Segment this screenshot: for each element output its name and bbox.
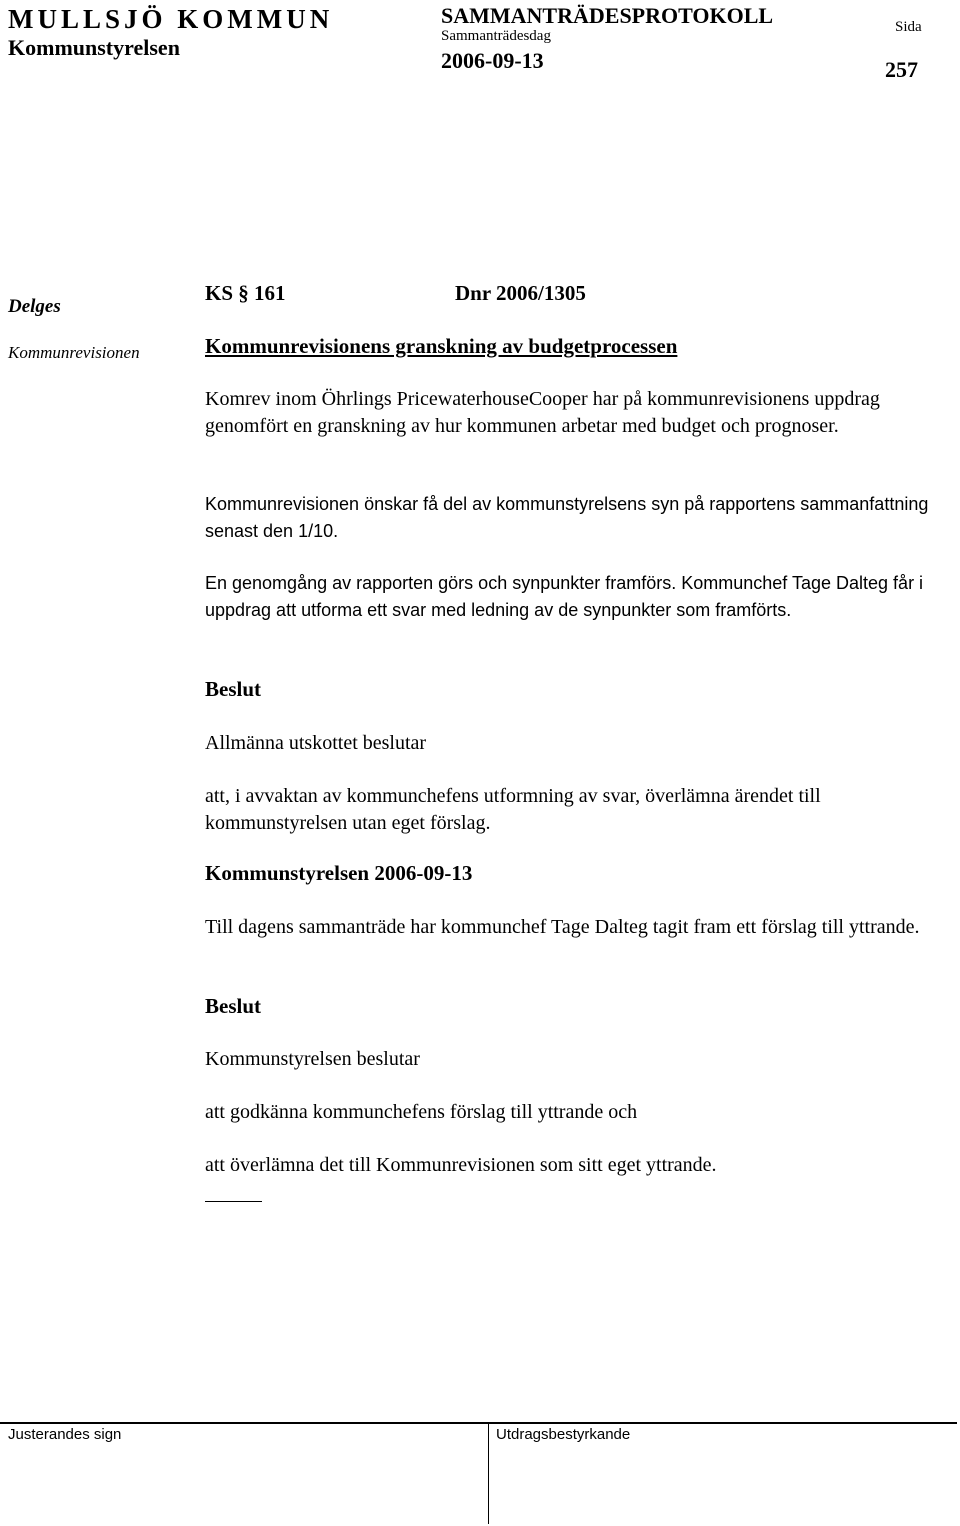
- delges-label: Delges: [8, 296, 61, 317]
- ks-meeting-text: Till dagens sammanträde har kommunchef Tage Dalteg tagit fram ett förslag till yttrande.: [205, 916, 920, 938]
- paragraph-komrev: Komrev inom Öhrlings PricewaterhouseCooper har på kommunrevisionens uppdrag genomfört en granskning av hur kommunen arbetar med budget och prognoser.: [205, 388, 880, 437]
- ks-meeting-heading: Kommunstyrelsen 2006-09-13: [205, 861, 473, 885]
- beslut-item-2: att överlämna det till Kommunrevisionen som sitt eget yttrande.: [205, 1154, 717, 1176]
- closing-line: [205, 1201, 262, 1202]
- body-name: Kommunstyrelsen: [8, 35, 180, 60]
- utdragsbestyrkande-label: Utdragsbestyrkande: [496, 1426, 631, 1443]
- paragraph-review: En genomgång av rapporten görs och synpunkter framförs. Kommunchef Tage Dalteg får i uppdrag att utforma ett svar med ledning av de synpunkter som framförts.: [205, 573, 924, 620]
- footer-rule: [0, 1422, 957, 1424]
- organization-name: MULLSJÖ KOMMUN: [8, 4, 334, 34]
- beslut-item-1: att godkänna kommunchefens förslag till yttrande och: [205, 1101, 638, 1123]
- beslut-heading-1: Beslut: [205, 677, 262, 701]
- beslut-text-1: att, i avvaktan av kommunchefens utformning av svar, överlämna ärendet till kommunstyrelsen utan eget förslag.: [205, 785, 821, 834]
- paragraph-request: Kommunrevisionen önskar få del av kommunstyrelsens syn på rapportens sammanfattning senast den 1/10.: [205, 494, 929, 541]
- footer-divider: [488, 1424, 489, 1524]
- date-label: Sammanträdesdag: [441, 28, 551, 44]
- delges-recipient: Kommunrevisionen: [8, 343, 140, 362]
- case-title: Kommunrevisionens granskning av budgetprocessen: [205, 334, 678, 358]
- beslut-intro-2: Kommunstyrelsen beslutar: [205, 1048, 420, 1070]
- page-number: 257: [885, 57, 918, 82]
- justerandes-sign-label: Justerandes sign: [8, 1426, 122, 1443]
- case-number: KS § 161: [205, 281, 286, 305]
- meeting-date: 2006-09-13: [441, 48, 544, 73]
- beslut-heading-2: Beslut: [205, 994, 262, 1018]
- beslut-intro-1: Allmänna utskottet beslutar: [205, 732, 427, 754]
- protocol-title: SAMMANTRÄDESPROTOKOLL: [441, 3, 774, 28]
- page-label: Sida: [895, 19, 922, 35]
- diary-number: Dnr 2006/1305: [455, 281, 586, 305]
